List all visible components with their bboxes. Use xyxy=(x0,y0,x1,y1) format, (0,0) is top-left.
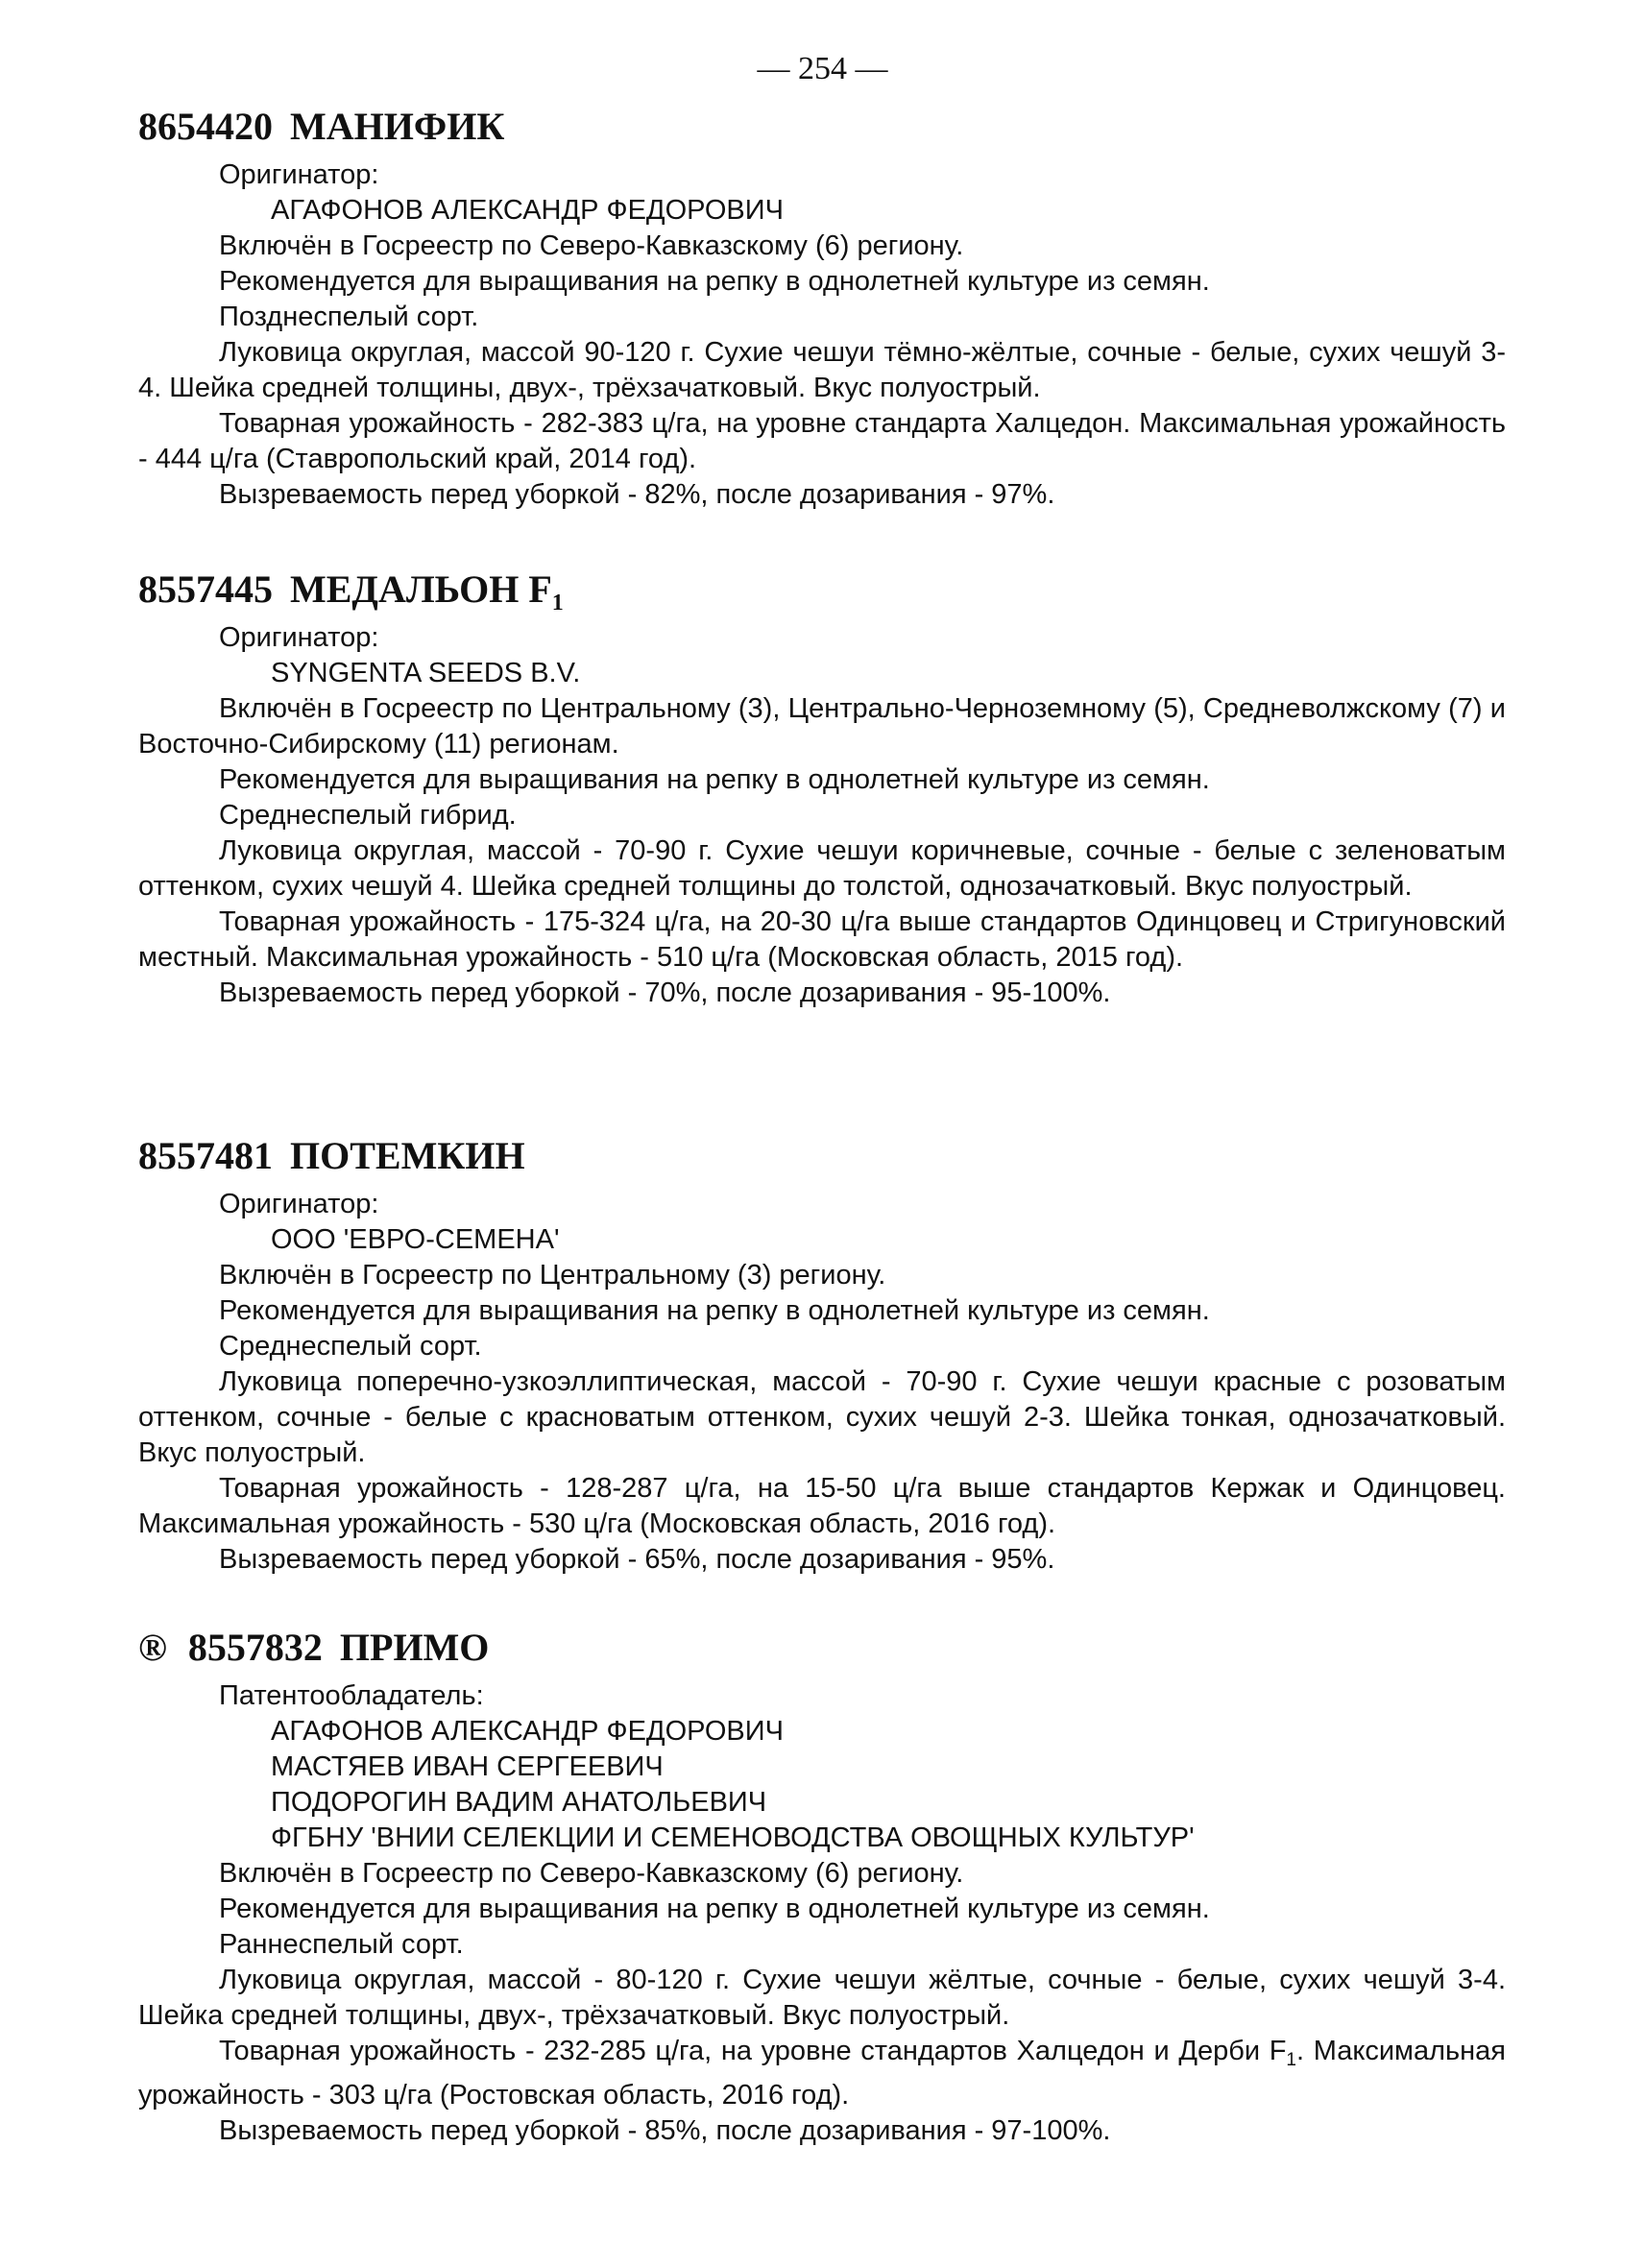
recommendation-text: Рекомендуется для выращивания на репку в однолетней культуре из семян. xyxy=(219,1295,1210,1326)
yield-text-end: . Максимальная урожайность - 303 ц/га (Ростовская область, 2016 год). xyxy=(138,2036,1506,2111)
maturity-text: Раннеспелый сорт. xyxy=(219,1929,464,1960)
page-number: — 254 — xyxy=(757,51,888,86)
maturity-text: Среднеспелый сорт. xyxy=(219,1331,482,1362)
variety-number: 8654420 xyxy=(138,105,273,148)
variety-name: ПРИМО xyxy=(339,1626,490,1669)
variety-entry-medalon xyxy=(138,567,1506,1011)
variety-title xyxy=(138,104,1506,150)
variety-title xyxy=(138,1133,1506,1179)
variety-name-subscript: 1 xyxy=(551,591,564,615)
yield-text: Товарная урожайность - 175-324 ц/га, на 20-30 ц/га выше стандартов Одинцовец и Стригуновский местный. Максимальная урожайность - 510 ц/га (Московская область, 2015 год). xyxy=(138,906,1506,973)
recommendation-text: Рекомендуется для выращивания на репку в однолетней культуре из семян. xyxy=(219,764,1210,795)
patent-holder-name: ПОДОРОГИН ВАДИМ АНАТОЛЬЕВИЧ xyxy=(271,1787,767,1818)
originator-label: Оригинатор: xyxy=(219,159,379,190)
maturity-text: Позднеспелый сорт. xyxy=(219,302,479,332)
ripening-text: Вызреваемость перед уборкой - 82%, после дозаривания - 97%. xyxy=(219,479,1055,510)
originator-label: Оригинатор: xyxy=(219,1189,379,1219)
originator-name: SYNGENTA SEEDS B.V. xyxy=(271,658,581,688)
recommendation-text: Рекомендуется для выращивания на репку в однолетней культуре из семян. xyxy=(219,266,1210,297)
originator-label: Оригинатор: xyxy=(219,622,379,653)
ripening-text: Вызреваемость перед уборкой - 85%, после дозаривания - 97-100%. xyxy=(219,2115,1111,2146)
variety-name: МЕДАЛЬОН F xyxy=(290,567,552,611)
variety-entry-potemkin xyxy=(138,1133,1506,1578)
yield-text: Товарная урожайность - 128-287 ц/га, на 15-50 ц/га выше стандартов Кержак и Одинцовец. Максимальная урожайность - 530 ц/га (Московская область, 2016 год). xyxy=(138,1473,1506,1539)
variety-name: МАНИФИК xyxy=(290,105,505,148)
yield-text xyxy=(138,2034,1506,2113)
patent-holder-label: Патентообладатель: xyxy=(219,1680,484,1711)
variety-name: ПОТЕМКИН xyxy=(290,1134,525,1177)
patent-holder-name: МАСТЯЕВ ИВАН СЕРГЕЕВИЧ xyxy=(271,1751,664,1782)
patent-holder-name: АГАФОНОВ АЛЕКСАНДР ФЕДОРОВИЧ xyxy=(271,1716,784,1747)
variety-title xyxy=(138,567,1506,613)
originator-name: ООО 'ЕВРО-СЕМЕНА' xyxy=(271,1224,560,1255)
variety-number: 8557481 xyxy=(138,1134,273,1177)
bulb-description: Луковица поперечно-узкоэллиптическая, массой - 70-90 г. Сухие чешуи красные с розоватым оттенком, сочные - белые с красноватым оттенком, сухих чешуй 2-3. Шейка тонкая, однозачатковый. Вкус полуострый. xyxy=(138,1366,1506,1468)
bulb-description: Луковица округлая, массой - 80-120 г. Сухие чешуи жёлтые, сочные - белые, сухих чешуй 3-4. Шейка средней толщины, двух-, трёхзачатковый. Вкус полуострый. xyxy=(138,1965,1506,2031)
region-text: Включён в Госреестр по Центральному (3) региону. xyxy=(219,1260,886,1291)
variety-number: 8557832 xyxy=(187,1626,323,1669)
variety-entry-primo xyxy=(138,1625,1506,2149)
maturity-text: Среднеспелый гибрид. xyxy=(219,800,517,831)
ripening-text: Вызреваемость перед уборкой - 70%, после дозаривания - 95-100%. xyxy=(219,977,1111,1008)
recommendation-text: Рекомендуется для выращивания на репку в однолетней культуре из семян. xyxy=(219,1894,1210,1924)
variety-number: 8557445 xyxy=(138,567,273,611)
bulb-description: Луковица округлая, массой - 70-90 г. Сухие чешуи коричневые, сочные - белые с зеленоватым оттенком, сухих чешуй 4. Шейка средней толщины до толстой, однозачатковый. Вкус полуострый. xyxy=(138,835,1506,902)
registered-mark-icon: ® xyxy=(138,1626,167,1669)
yield-text: Товарная урожайность - 282-383 ц/га, на уровне стандарта Халцедон. Максимальная урожайность - 444 ц/га (Ставропольский край, 2014 год). xyxy=(138,408,1506,474)
region-text: Включён в Госреестр по Центральному (3), Центрально-Черноземному (5), Средневолжскому (7) и Восточно-Сибирскому (11) регионам. xyxy=(138,693,1506,760)
variety-entry-manifik xyxy=(138,104,1506,513)
ripening-text: Вызреваемость перед уборкой - 65%, после дозаривания - 95%. xyxy=(219,1544,1055,1575)
originator-name: АГАФОНОВ АЛЕКСАНДР ФЕДОРОВИЧ xyxy=(271,195,784,226)
region-text: Включён в Госреестр по Северо-Кавказскому (6) региону. xyxy=(219,1858,964,1889)
yield-text-subscript: 1 xyxy=(1286,2050,1296,2070)
region-text: Включён в Госреестр по Северо-Кавказскому (6) региону. xyxy=(219,230,964,261)
variety-title xyxy=(138,1625,1506,1671)
yield-text-start: Товарная урожайность - 232-285 ц/га, на уровне стандартов Халцедон и Дерби F xyxy=(219,2036,1287,2066)
bulb-description: Луковица округлая, массой 90-120 г. Сухие чешуи тёмно-жёлтые, сочные - белые, сухих чешуй 3-4. Шейка средней толщины, двух-, трёхзачатковый. Вкус полуострый. xyxy=(138,337,1506,403)
patent-holder-name: ФГБНУ 'ВНИИ СЕЛЕКЦИИ И СЕМЕНОВОДСТВА ОВОЩНЫХ КУЛЬТУР' xyxy=(271,1822,1195,1853)
